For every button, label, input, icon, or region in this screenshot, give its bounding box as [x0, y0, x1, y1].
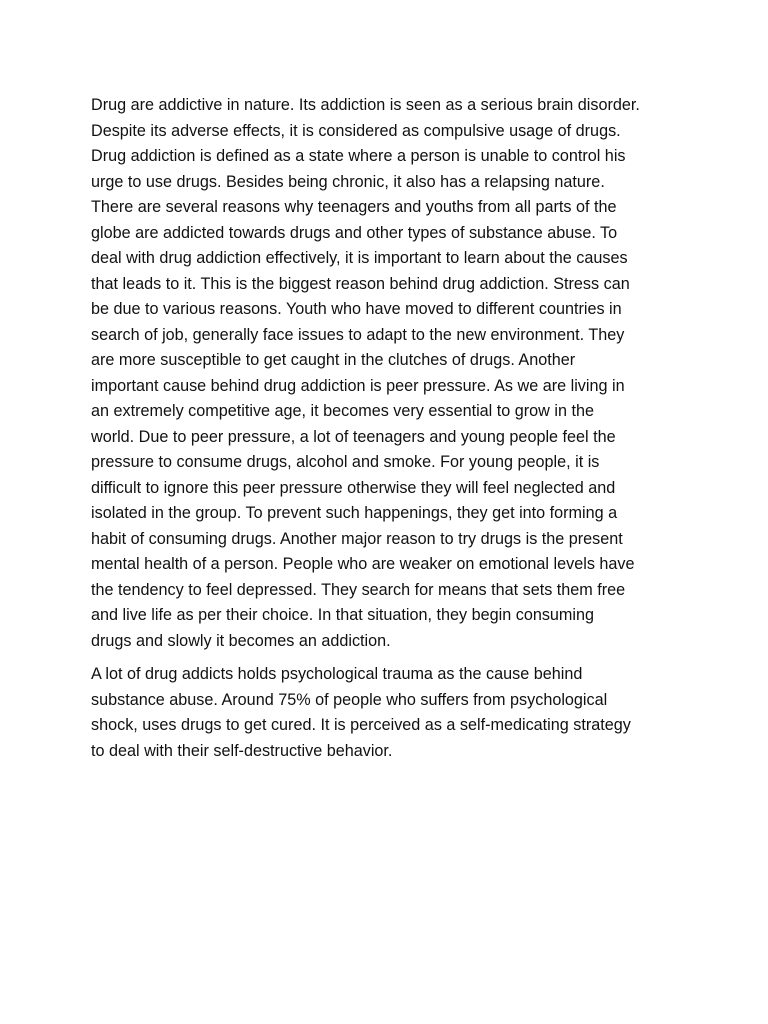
- text-line: are more susceptible to get caught in the clutches of drugs. Another: [91, 351, 576, 369]
- text-line: be due to various reasons. Youth who have moved to different countries in: [91, 300, 622, 318]
- text-line: an extremely competitive age, it becomes very essential to grow in the: [91, 402, 594, 420]
- text-line: globe are addicted towards drugs and other types of substance abuse. To: [91, 223, 618, 242]
- paragraph-2: [91, 662, 681, 764]
- text-line: mental health of a person. People who are weaker on emotional levels have: [91, 555, 635, 573]
- text-line: habit of consuming drugs. Another major reason to try drugs is the present: [91, 529, 623, 548]
- text-line: deal with drug addiction effectively, it is important to learn about the causes: [91, 249, 628, 267]
- text-line: Despite its adverse effects, it is considered as compulsive usage of drugs.: [91, 121, 621, 140]
- text-line: A lot of drug addicts holds psychological trauma as the cause behind: [91, 665, 583, 683]
- text-line: the tendency to feel depressed. They search for means that sets them free: [91, 580, 626, 599]
- text-line: and live life as per their choice. In that situation, they begin consuming: [91, 606, 595, 624]
- text-line: search of job, generally face issues to adapt to the new environment. They: [91, 325, 625, 344]
- text-line: that leads to it. This is the biggest reason behind drug addiction. Stress can: [91, 274, 630, 293]
- text-line: difficult to ignore this peer pressure otherwise they will feel neglected and: [91, 478, 616, 497]
- document-body: [91, 93, 681, 764]
- text-line: substance abuse. Around 75% of people who suffers from psychological: [91, 690, 608, 709]
- text-line: to deal with their self-destructive behavior.: [91, 741, 393, 760]
- text-line: Drug addiction is defined as a state where a person is unable to control his: [91, 147, 626, 165]
- text-line: isolated in the group. To prevent such happenings, they get into forming a: [91, 504, 618, 522]
- text-line: urge to use drugs. Besides being chronic, it also has a relapsing nature.: [91, 172, 605, 191]
- text-line: pressure to consume drugs, alcohol and smoke. For young people, it is: [91, 453, 600, 471]
- text-line: drugs and slowly it becomes an addiction.: [91, 631, 391, 650]
- paragraph-1: [91, 93, 681, 654]
- text-line: important cause behind drug addiction is peer pressure. As we are living in: [91, 376, 625, 395]
- text-line: shock, uses drugs to get cured. It is perceived as a self-medicating strategy: [91, 716, 631, 734]
- text-line: There are several reasons why teenagers and youths from all parts of the: [91, 198, 617, 216]
- text-line: Drug are addictive in nature. Its addiction is seen as a serious brain disorder.: [91, 96, 640, 114]
- text-line: world. Due to peer pressure, a lot of teenagers and young people feel the: [91, 427, 616, 446]
